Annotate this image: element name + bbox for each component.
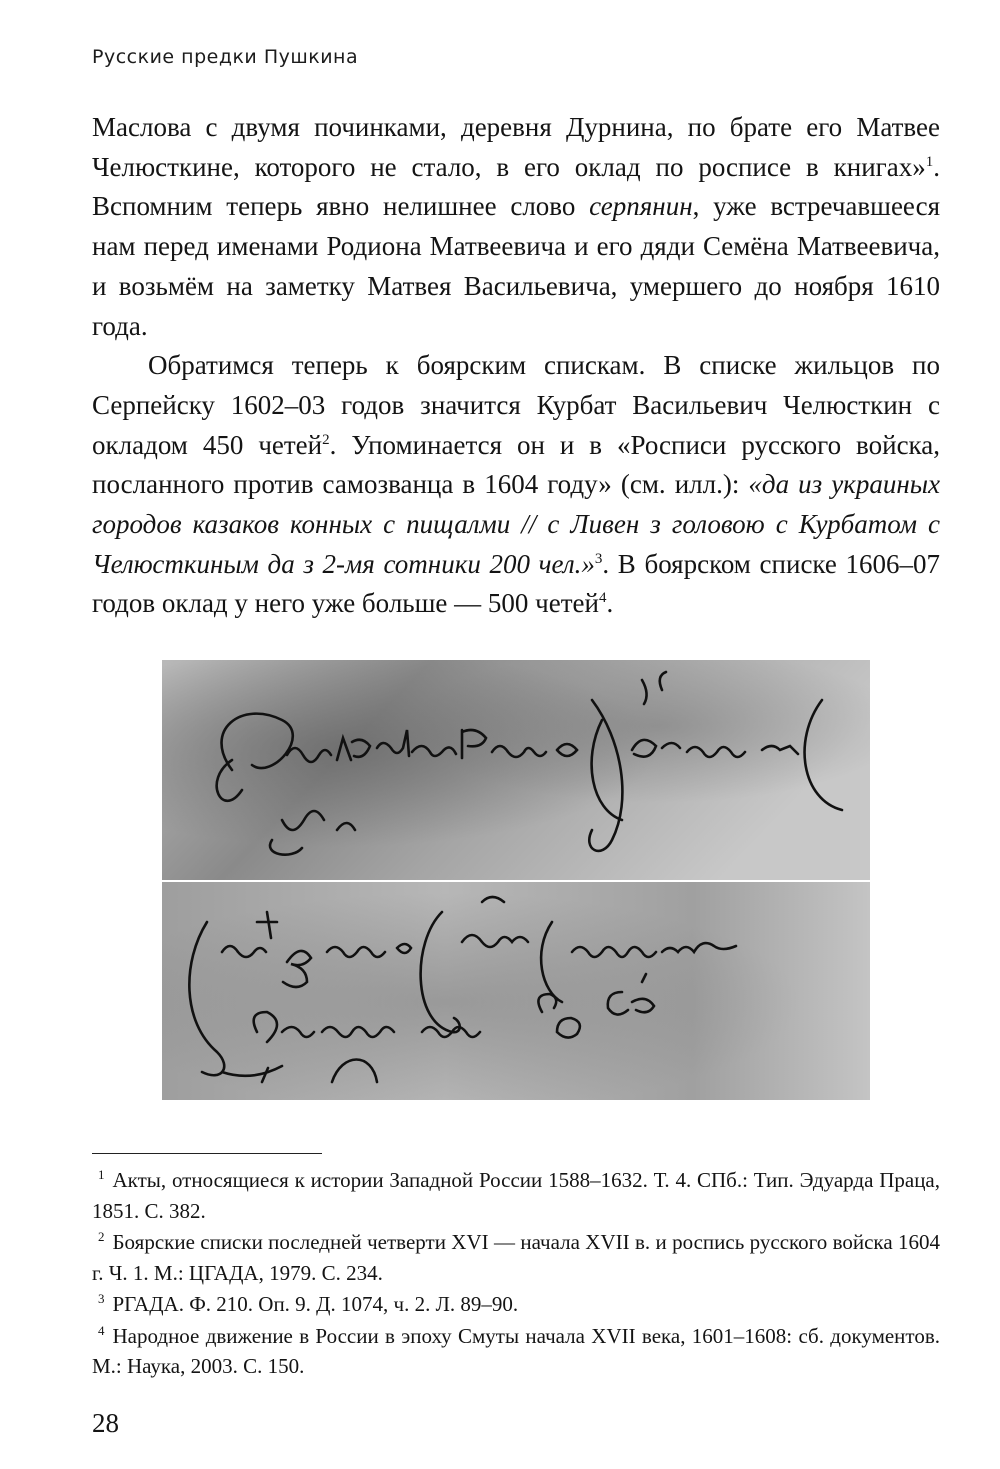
paragraph-1-text-c: , уже встречавшееся нам перед именами Родиона Матвеевича и его дяди Семёна Матвеевича, и возьмём на заметку Матвея Васильевича, умершего до ноября 1610 года.	[92, 191, 940, 341]
paragraph-1-italic-word: серпянин	[589, 191, 693, 222]
footnote-separator	[92, 1153, 322, 1154]
running-head: Русские предки Пушкина	[92, 46, 359, 68]
footnote-number: 4	[98, 1322, 105, 1338]
paragraph-2-text-d: .	[606, 588, 614, 619]
manuscript-fragment-bottom	[162, 882, 870, 1100]
paragraph-1	[92, 108, 940, 346]
manuscript-fragment-top	[162, 660, 870, 880]
footnote-2	[92, 1227, 940, 1288]
footnote-ref-3: 3	[594, 550, 603, 567]
paragraph-2-italic-quote: «да из украиных городов казаков конных с пищалми // с Ливен з головою с Курбатом с Челюсткиным да з 2-мя сотники 200 чел.»	[92, 469, 940, 579]
footnote-text: Народное движение в России в эпоху Смуты начала XVII века, 1601–1608: сб. документов. М.: Наука, 2003. С. 150.	[92, 1323, 940, 1378]
footnote-1	[92, 1165, 940, 1226]
body-text	[92, 108, 940, 624]
footnote-text: Акты, относящиеся к истории Западной России 1588–1632. Т. 4. СПб.: Тип. Эдуарда Праца, 1851. С. 382.	[92, 1168, 940, 1223]
page-number: 28	[92, 1408, 119, 1438]
manuscript-illustration	[162, 660, 870, 1100]
paragraph-2	[92, 346, 940, 624]
paragraph-2-text-b: . Упоминается он и в «Росписи русского войска, посланного против самозванца в 1604 году» (см. илл.):	[92, 429, 940, 500]
footnote-text: Боярские списки последней четверти XVI — начала XVII в. и роспись русского войска 1604 г. Ч. 1. М.: ЦГАДА, 1979. С. 234.	[92, 1230, 940, 1285]
footnote-number: 3	[98, 1291, 105, 1306]
paragraph-1-text-a: Маслова с двумя починками, деревня Дурнина, по брате его Матвее Челюсткине, которого не стало, в его оклад по росписе в книгах»	[92, 112, 940, 182]
footnote-ref-4: 4	[598, 590, 607, 607]
footnote-3	[92, 1289, 940, 1320]
footnote-number: 1	[98, 1167, 105, 1182]
footnote-number: 2	[98, 1229, 105, 1244]
paragraph-2-text-c: . В боярском списке 1606–07 годов оклад у него уже больше — 500 четей	[92, 548, 941, 619]
footnote-ref-2: 2	[322, 431, 330, 448]
paragraph-1-text-b: . Вспомним теперь явно нелишнее слово	[92, 151, 940, 222]
paragraph-2-text-a: Обратимся теперь к боярским спискам. В списке жильцов по Серпейску 1602–03 годов значится Курбат Васильевич Челюсткин с окладом 450 четей	[92, 350, 940, 460]
footnote-4	[92, 1321, 940, 1382]
footnote-text: РГАДА. Ф. 210. Оп. 9. Д. 1074, ч. 2. Л. 89–90.	[112, 1292, 519, 1316]
footnotes	[92, 1165, 940, 1383]
footnote-ref-1: 1	[925, 153, 934, 170]
